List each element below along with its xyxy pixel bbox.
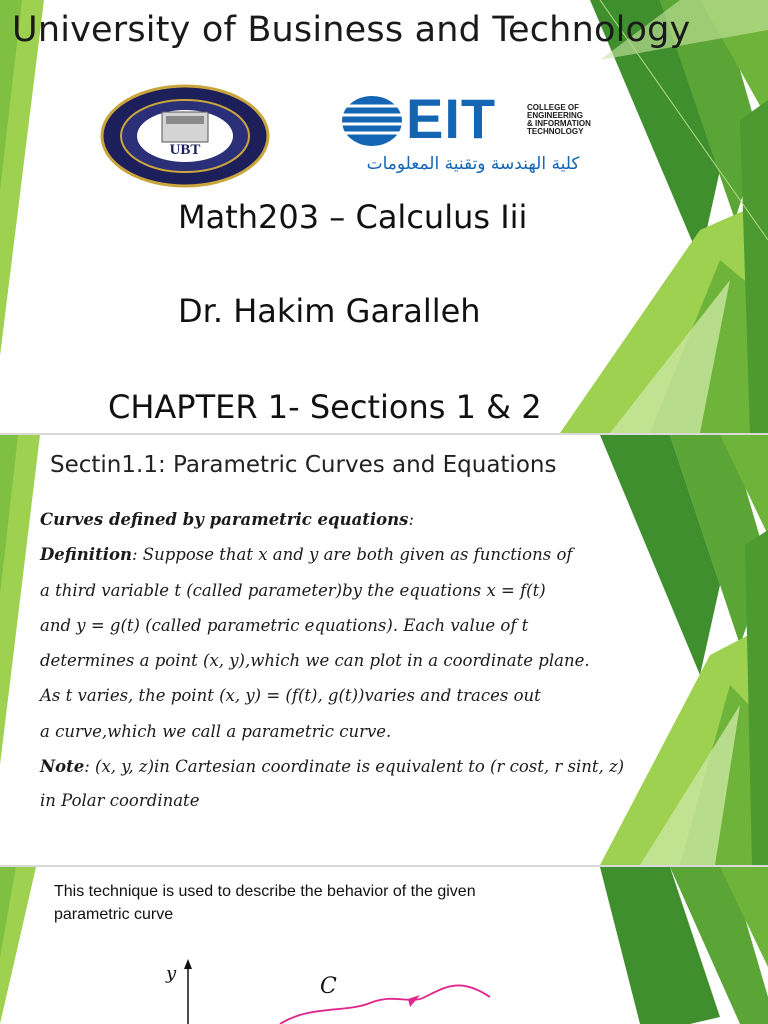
parametric-curve-figure [160, 955, 500, 1024]
note-label: Note [40, 757, 85, 776]
ubt-abbrev: UBT [169, 142, 201, 158]
curve-arrow-icon [408, 995, 420, 1007]
ubt-logo [100, 84, 270, 188]
university-title: University of Business and Technology [12, 10, 691, 50]
eit-line1: COLLEGE OF [527, 103, 579, 112]
eit-letters: EIT [406, 87, 497, 150]
technique-text-line2: parametric curve [54, 906, 174, 923]
technique-slide [0, 867, 768, 1024]
eit-arabic: كلية الهندسة وتقنية المعلومات [366, 154, 580, 174]
eit-line3: & INFORMATION [527, 119, 591, 128]
section-title: Sectin1.1: Parametric Curves and Equations [50, 452, 557, 478]
text-line-6: a curve,which we call a parametric curve. [40, 722, 392, 741]
definition-line [40, 545, 573, 564]
heading-line [40, 510, 414, 529]
definition-text: : Suppose that x and y are both given as functions of [131, 545, 573, 564]
y-axis-label: y [166, 963, 177, 984]
definition-slide [0, 435, 768, 865]
globe-icon [340, 94, 404, 148]
heading-colon: : [408, 510, 415, 529]
text-line-5: As t varies, the point (x, y) = (f(t), g(t))varies and traces out [40, 686, 541, 705]
text-line-2: a third variable t (called parameter)by the equations x = f(t) [40, 581, 546, 600]
text-line-3: and y = g(t) (called parametric equations). Each value of t [40, 616, 529, 635]
title-slide [0, 0, 768, 433]
course-title: Math203 – Calculus Iii [178, 198, 528, 236]
parametric-curve [280, 985, 490, 1024]
definition-label: Definition [40, 545, 132, 564]
heading: Curves defined by parametric equations [40, 510, 409, 529]
text-line-4: determines a point (x, y),which we can plot in a coordinate plane. [40, 651, 590, 670]
axis-arrow-icon [184, 959, 192, 969]
curve-label: C [320, 974, 337, 999]
technique-text-line1: This technique is used to describe the behavior of the given [54, 883, 476, 900]
chapter-title: CHAPTER 1- Sections 1 & 2 [108, 388, 542, 426]
text-line-8: in Polar coordinate [40, 791, 200, 810]
note-text: : (x, y, z)in Cartesian coordinate is equivalent to (r cost, r sint, z) [84, 757, 625, 776]
note-line [40, 757, 624, 776]
instructor-name: Dr. Hakim Garalleh [178, 292, 481, 330]
eit-line2: ENGINEERING [527, 111, 584, 120]
eit-line4: TECHNOLOGY [527, 127, 584, 136]
eit-logo [340, 87, 610, 182]
